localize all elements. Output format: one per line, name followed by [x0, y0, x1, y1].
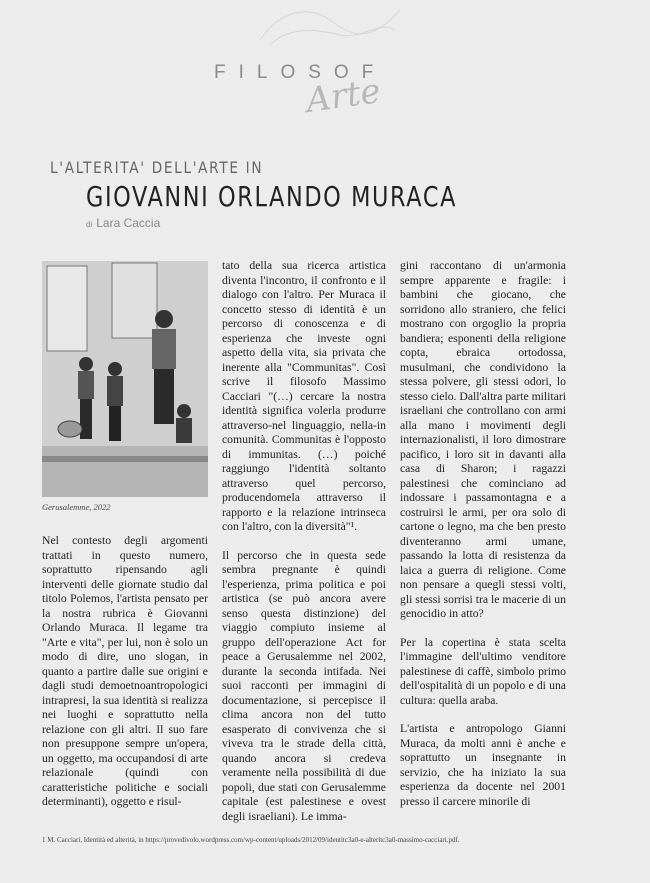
article-column-1 — [42, 534, 208, 824]
paragraph: tato della sua ricerca artistica diventa l'incontro, il confronto e il dialogo con l'altro. Per Muraca il concetto stesso di identità è un percorso di conoscenza e di esperienza che investe ogni aspetto della vita, sia privata che inerente alla "Communitas". Così scrive il filosofo Massimo Cacciari "(…) cercare la nostra identità significa volerla produrre attraverso-nel linguaggio, nella-in comunità. Communitas è l'opposto di immunitas. (…) poiché raggiungo l'identità soltanto attraverso quel percorso, producendomela attraverso il rapporto e la relazione intrinseca con l'altro, con la diversità"¹. — [222, 259, 386, 533]
paragraph: Nel contesto degli argomenti trattati in questo numero, soprattutto ripensando agli interventi delle giornate studio dal titolo Polemos, l'artista pensato per la nostra rubrica è Giovanni Orlando Muraca. Il legame tra "Arte e vita", per lui, non è solo un modo di dire, uno slogan, in quanto a partire dalle sue origini e dagli studi demoetnoantropologici intrapresi, la sua identità si realizza nei luoghi e soprattutto nella relazione con gli altri. Il suo fare non presuppone sempre un'opera, un oggetto, ma occupandosi di arte relazionale (quindi con caratteristiche politiche e sociali determinanti), oggetto e risul- — [42, 534, 208, 808]
article-title: GIOVANNI ORLANDO MURACA — [86, 180, 457, 213]
watermark-hands-drawing — [250, 0, 410, 50]
rubric-label: FILOSOF — [214, 62, 387, 83]
photo-children-jerusalem — [42, 261, 208, 497]
author-name: Lara Caccia — [96, 216, 161, 230]
article-column-3 — [400, 259, 566, 823]
byline — [86, 216, 160, 230]
paragraph: gini raccontano di un'armonia sempre apparente e fragile: i bambini che giocano, che sorridono allo straniero, che felici mostrano con orgoglio la propria bandiera; esponenti della religione copta, ebraica ortodossa, musulmani, che condividono la stessa polvere, gli stessi odori, lo stesso cielo. Dall'altra parte militari israeliani che controllano con armi alla mano i movimenti degli internazionalisti, il loro dimostrare pacifico, i loro sit in davanti alla casa di Sharon; i ragazzi palestinesi che cominciano ad indossare i passamontagna e a costruirsi le armi, per ora solo di cartone o legno, ma che ben presto diventeranno armi umane, passando la lotta di resistenza da laica a guerra di religione. Come non pensare a quegli stessi volti, gli stessi sorrisi tra le macerie di un genocidio in atto? — [400, 259, 566, 620]
article-subtitle: L'ALTERITA' DELL'ARTE IN — [50, 158, 264, 177]
rubric-script-label: Arte — [303, 71, 384, 121]
paragraph: Per la copertina è stata scelta l'immagine dell'ultimo venditore palestinese di caffè, simbolo primo dell'ospitalità di un popolo e di una cultura: quella araba. — [400, 635, 566, 707]
footnote: 1 M. Cacciari, Identità ed alterità, in https://provedivolo.wordpress.com/wp-content/uploads/2012/09/identitc3a0-e-alteritc3a0-massimo-cacciari.pdf. — [42, 836, 460, 844]
photo-caption: Gerusalemme, 2022 — [42, 502, 111, 512]
paragraph: Il percorso che in questa sede sembra pregnante è quindi l'esperienza, prima politica e poi artistica (se può ancora avere senso questa distinzione) del viaggio compiuto insieme al gruppo dell'operazione Act for peace a Gerusalemme nel 2002, durante la seconda intifada. Nei suoi racconti per immagini di documentazione, si percepisce il clima ancora non del tutto esasperato di convivenza che si viveva tra le strade della città, quando ancora si credeva veramente nella possibilità di due popoli, due stati con Gerusalemme capitale (est palestinese e ovest degli israeliani). Le imma- — [222, 548, 386, 823]
paragraph: L'artista e antropologo Gianni Muraca, da molti anni è anche e soprattutto un insegnante in servizio, che ha iniziato la sua esperienza da docente nel 2001 presso il carcere minorile di — [400, 722, 566, 808]
byline-prefix: di — [86, 220, 93, 229]
article-column-2 — [222, 259, 386, 838]
